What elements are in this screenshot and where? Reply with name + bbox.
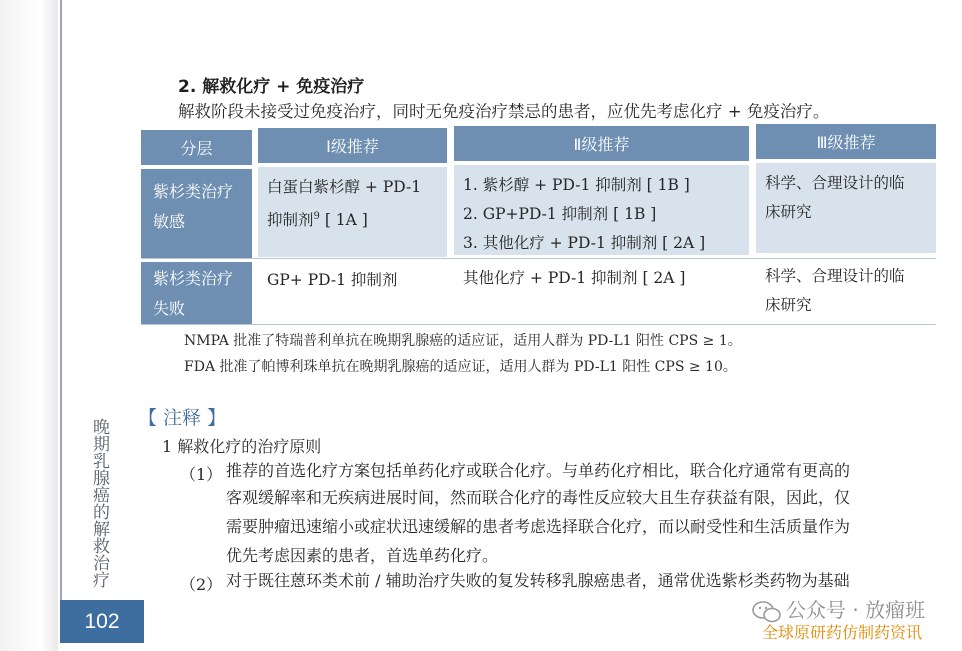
page-gutter (0, 0, 58, 651)
header-level2: Ⅱ级推荐 (454, 126, 749, 161)
cell-sensitive-level1 (258, 167, 447, 257)
para1-marker: （1） (180, 465, 223, 484)
cell-line: 科学、合理设计的临 (765, 267, 905, 285)
para1-line: 优先考虑因素的患者，首选单药化疗。 (226, 546, 499, 565)
watermark-text: 公众号 · 放瘤班 (786, 598, 926, 622)
watermark (752, 594, 925, 623)
para2-line: 对于既往蒽环类术前 / 辅助治疗失败的复发转移乳腺癌患者，通常优选紫杉类药物为基础 (226, 571, 850, 590)
citation-superscript: 9 (313, 211, 320, 222)
para1-line: 需要肿瘤迅速缩小或症状迅速缓解的患者考虑选择联合化疗，而以耐受性和生活质量作为 (226, 517, 851, 536)
cell-failure-level1 (258, 260, 447, 322)
cell-line: 2. GP+PD-1 抑制剂 [ 1B ] (463, 205, 657, 223)
para1-line: 客观缓解率和无疾病进展时间，然而联合化疗的毒性反应较大且生存获益有限，因此，仅 (226, 488, 851, 507)
annotations-subheading: 1 解救化疗的治疗原则 (162, 437, 322, 456)
para1-line: 推荐的首选化疗方案包括单药化疗或联合化疗。与单药化疗相比，联合化疗通常有更高的 (226, 461, 851, 480)
row-label-failure (141, 262, 252, 324)
row-label-sensitive (141, 169, 252, 259)
cell-line: GP+ PD-1 抑制剂 (267, 271, 398, 289)
section-heading: 2. 解救化疗 + 免疫治疗 (178, 77, 365, 97)
watermark-secondary: 全球原研药仿制药资讯 (762, 623, 923, 642)
cell-line: 科学、合理设计的临 (765, 174, 905, 192)
row-divider (141, 258, 936, 259)
header-level3: Ⅲ级推荐 (756, 124, 936, 159)
running-title: 晚期乳腺癌的解救治疗 (89, 418, 109, 588)
row-label-line: 紫杉类治疗 (153, 182, 234, 201)
header-level1: Ⅰ级推荐 (258, 128, 447, 163)
cell-line: 3. 其他化疗 + PD-1 抑制剂 [ 2A ] (463, 234, 706, 252)
cell-sensitive-level3 (756, 163, 936, 253)
cell-line: 其他化疗 + PD-1 抑制剂 [ 2A ] (463, 269, 686, 287)
row-label-line: 失败 (153, 299, 186, 318)
row-label-line: 紫杉类治疗 (153, 269, 234, 288)
cell-line: 1. 紫杉醇 + PD-1 抑制剂 [ 1B ] (463, 176, 690, 194)
table-bottom-rule (141, 324, 936, 325)
cell-line: 白蛋白紫杉醇 + PD-1 (267, 178, 422, 196)
table-note-nmpa: NMPA 批准了特瑞普利单抗在晚期乳腺癌的适应证，适用人群为 PD-L1 阳性 CPS ≥ 1。 (184, 333, 742, 349)
table-note-fda: FDA 批准了帕博利珠单抗在晚期乳腺癌的适应证，适用人群为 PD-L1 阳性 CPS ≥ 10。 (184, 359, 737, 375)
cell-failure-level3 (756, 256, 936, 318)
evidence-level: [ 1A ] (319, 211, 368, 230)
cell-line: 床研究 (765, 296, 812, 314)
cell-text: 抑制剂 (267, 211, 314, 230)
cell-failure-level2 (454, 258, 749, 320)
annotations-heading: 【 注释 】 (138, 407, 227, 429)
cell-sensitive-level2 (454, 165, 749, 255)
header-layer: 分层 (141, 130, 252, 165)
cell-line: 床研究 (765, 203, 812, 221)
para2-marker: （2） (180, 575, 223, 594)
margin-rule (60, 0, 62, 605)
row-label-line: 敏感 (153, 212, 186, 231)
section-intro: 解救阶段未接受过免疫治疗，同时无免疫治疗禁忌的患者，应优先考虑化疗 + 免疫治疗。 (178, 102, 830, 121)
page-number: 102 (60, 600, 144, 643)
cell-line (267, 202, 447, 235)
